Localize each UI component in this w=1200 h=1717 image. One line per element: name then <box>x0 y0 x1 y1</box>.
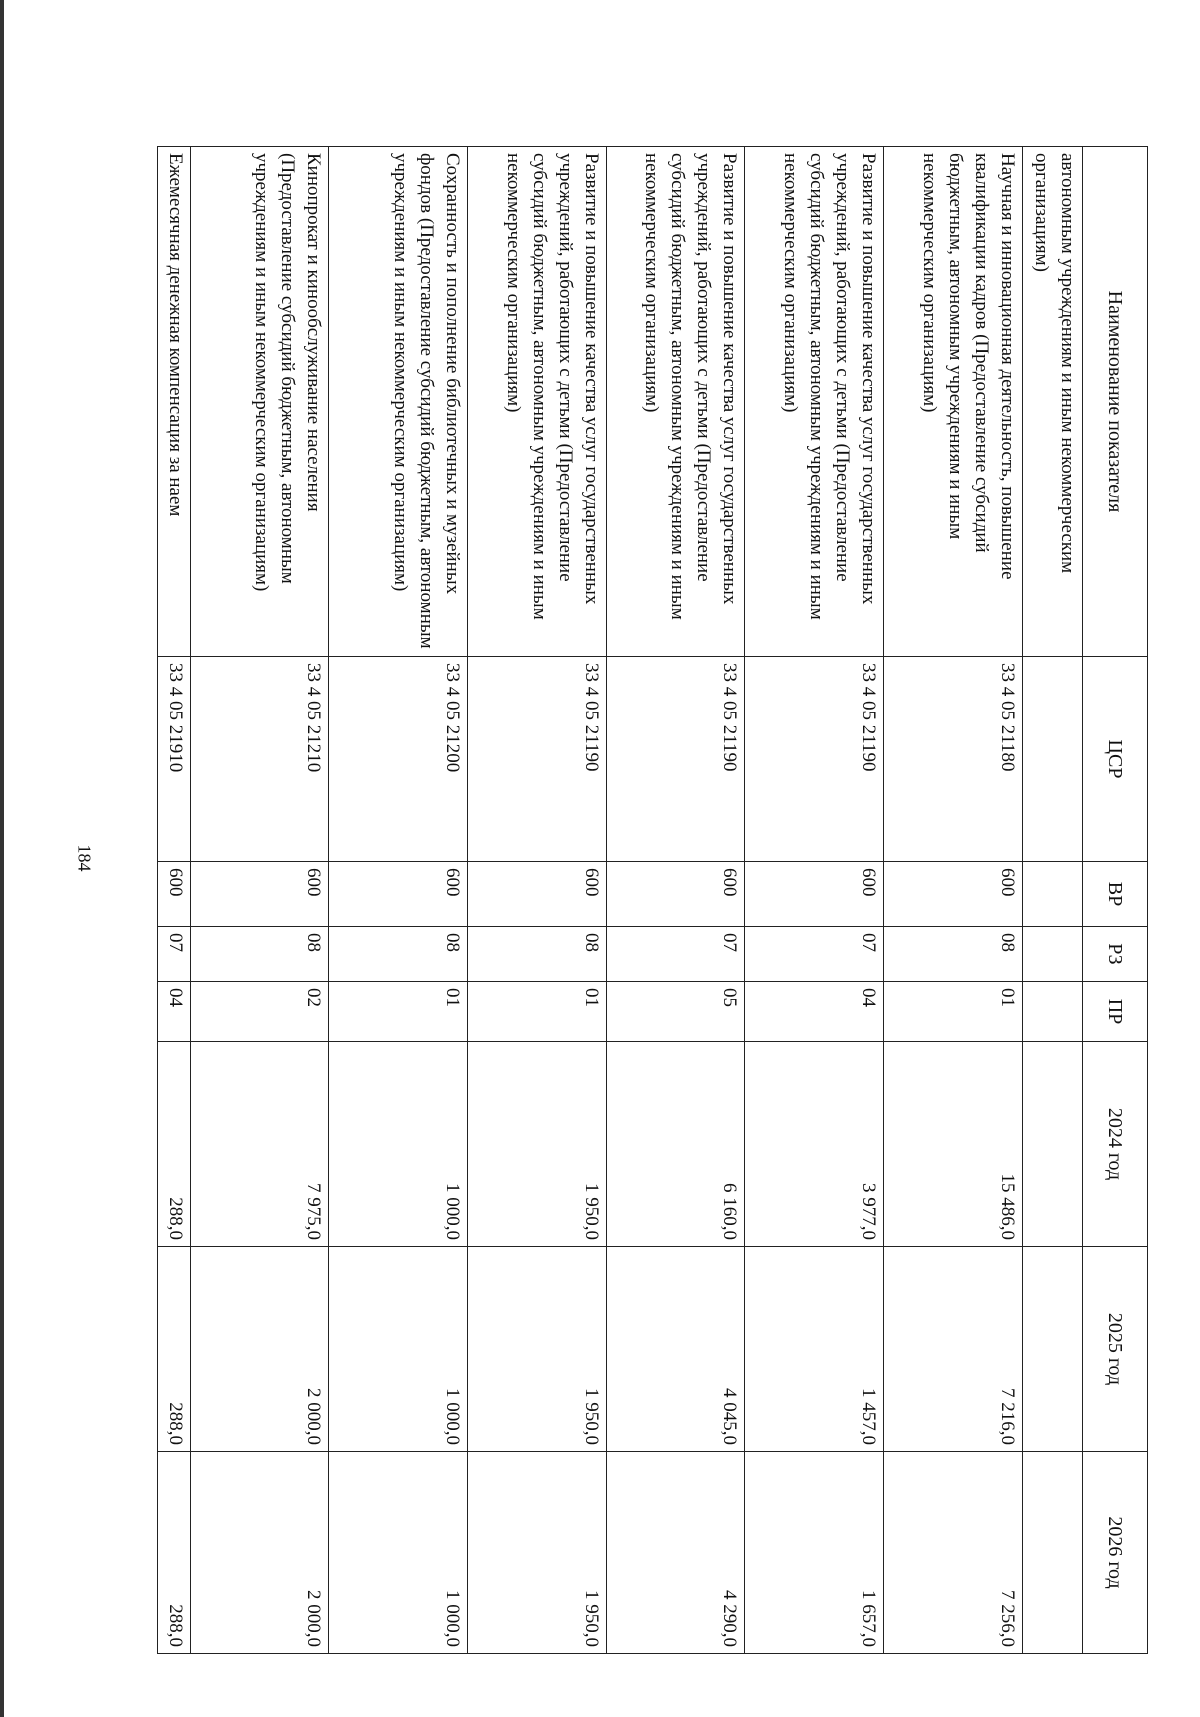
cell-name: Развитие и повышение качества услуг государственных учреждений, работающих с детьми (Предоставление субсидий бюджетным, автономным учреждениям и иным некоммерческим организациям) <box>606 147 745 657</box>
header-2025: 2025 год <box>1083 1247 1148 1452</box>
cell-2025: 4 045,0 <box>606 1247 745 1452</box>
cell-2025: 1 950,0 <box>468 1247 607 1452</box>
header-2024: 2024 год <box>1083 1042 1148 1247</box>
table-row <box>158 147 191 1654</box>
cell-2025: 1 457,0 <box>745 1247 884 1452</box>
cell-2026: 288,0 <box>158 1452 191 1654</box>
cell-2026: 1 950,0 <box>468 1452 607 1654</box>
cell-rz: 07 <box>745 927 884 982</box>
cell-2024: 6 160,0 <box>606 1042 745 1247</box>
cell-2026: 2 000,0 <box>190 1452 329 1654</box>
cell-rz: 08 <box>468 927 607 982</box>
cell-rz: 08 <box>190 927 329 982</box>
header-rz: РЗ <box>1083 927 1148 982</box>
cell-vr: 600 <box>745 862 884 927</box>
table-row <box>884 147 1023 1654</box>
cell-csr: 33 4 05 21910 <box>158 657 191 862</box>
cell-pr: 01 <box>468 982 607 1042</box>
cell-rz: 07 <box>606 927 745 982</box>
cell-csr: 33 4 05 21180 <box>884 657 1023 862</box>
cell-name: Развитие и повышение качества услуг государственных учреждений, работающих с детьми (Предоставление субсидий бюджетным, автономным учреждениям и иным некоммерческим организациям) <box>745 147 884 657</box>
cell-2024: 1 000,0 <box>329 1042 468 1247</box>
cell-name: Ежемесячная денежная компенсация за наем <box>158 147 191 657</box>
header-csr: ЦСР <box>1083 657 1148 862</box>
cell-pr: 01 <box>884 982 1023 1042</box>
cell-csr: 33 4 05 21200 <box>329 657 468 862</box>
cell-2024 <box>1022 1042 1082 1247</box>
cell-name: Научная и инновационная деятельность, повышение квалификации кадров (Предоставление субсидий бюджетным, автономным учреждениям и иным некоммерческим организациям) <box>884 147 1023 657</box>
cell-2024: 15 486,0 <box>884 1042 1023 1247</box>
header-name: Наименование показателя <box>1083 147 1148 657</box>
cell-csr: 33 4 05 21210 <box>190 657 329 862</box>
cell-2026: 7 256,0 <box>884 1452 1023 1654</box>
table-row <box>329 147 468 1654</box>
page-number: 184 <box>74 844 95 872</box>
cell-2024: 3 977,0 <box>745 1042 884 1247</box>
scan-edge-mark <box>0 0 4 1717</box>
cell-pr: 05 <box>606 982 745 1042</box>
cell-pr: 01 <box>329 982 468 1042</box>
cell-2024: 7 975,0 <box>190 1042 329 1247</box>
cell-2026: 1 657,0 <box>745 1452 884 1654</box>
cell-rz: 08 <box>884 927 1023 982</box>
table-row <box>468 147 607 1654</box>
budget-table-container <box>157 146 1148 1653</box>
cell-2026: 1 000,0 <box>329 1452 468 1654</box>
cell-2026: 4 290,0 <box>606 1452 745 1654</box>
cell-csr <box>1022 657 1082 862</box>
cell-name: Развитие и повышение качества услуг государственных учреждений, работающих с детьми (Предоставление субсидий бюджетным, автономным учреждениям и иным некоммерческим организациям) <box>468 147 607 657</box>
cell-2026 <box>1022 1452 1082 1654</box>
header-vr: ВР <box>1083 862 1148 927</box>
cell-vr: 600 <box>468 862 607 927</box>
cell-2024: 288,0 <box>158 1042 191 1247</box>
cell-rz: 07 <box>158 927 191 982</box>
cell-2025: 7 216,0 <box>884 1247 1023 1452</box>
cell-2024: 1 950,0 <box>468 1042 607 1247</box>
header-2026: 2026 год <box>1083 1452 1148 1654</box>
cell-vr <box>1022 862 1082 927</box>
cell-vr: 600 <box>329 862 468 927</box>
cell-2025: 1 000,0 <box>329 1247 468 1452</box>
cell-rz: 08 <box>329 927 468 982</box>
table-row <box>190 147 329 1654</box>
cell-csr: 33 4 05 21190 <box>745 657 884 862</box>
table-row <box>745 147 884 1654</box>
cell-pr <box>1022 982 1082 1042</box>
cell-2025 <box>1022 1247 1082 1452</box>
table-header-row <box>1083 147 1148 1654</box>
cell-name: Сохранность и пополнение библиотечных и музейных фондов (Предоставление субсидий бюджетным, автономным учреждениям и иным некоммерческим организациям) <box>329 147 468 657</box>
cell-csr: 33 4 05 21190 <box>606 657 745 862</box>
cell-vr: 600 <box>884 862 1023 927</box>
table-row <box>1022 147 1082 1654</box>
cell-rz <box>1022 927 1082 982</box>
cell-name: Кинопрокат и кинообслуживание населения (Предоставление субсидий бюджетным, автономным учреждениям и иным некоммерческим организациям) <box>190 147 329 657</box>
cell-vr: 600 <box>158 862 191 927</box>
cell-vr: 600 <box>190 862 329 927</box>
cell-name: автономным учреждениям и иным некоммерческим организациям) <box>1022 147 1082 657</box>
cell-2025: 288,0 <box>158 1247 191 1452</box>
cell-csr: 33 4 05 21190 <box>468 657 607 862</box>
cell-vr: 600 <box>606 862 745 927</box>
header-pr: ПР <box>1083 982 1148 1042</box>
table-row <box>606 147 745 1654</box>
cell-pr: 04 <box>745 982 884 1042</box>
cell-pr: 04 <box>158 982 191 1042</box>
cell-pr: 02 <box>190 982 329 1042</box>
cell-2025: 2 000,0 <box>190 1247 329 1452</box>
budget-table <box>157 146 1148 1654</box>
